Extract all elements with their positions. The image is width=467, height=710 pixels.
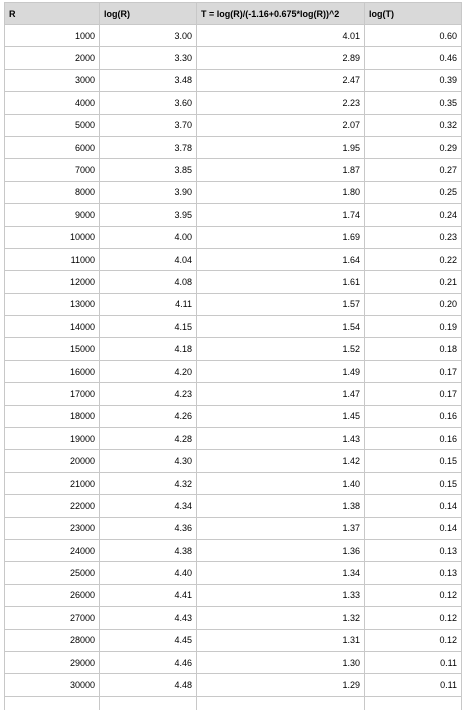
cell-t[interactable]: 1.87 — [197, 159, 365, 181]
cell-r[interactable]: 16000 — [5, 360, 100, 382]
table-row — [5, 450, 462, 472]
cell-log-t[interactable]: 0.32 — [365, 114, 462, 136]
table-row — [5, 136, 462, 158]
column-header-r[interactable]: R — [5, 3, 100, 25]
cell-log-t[interactable]: 0.19 — [365, 316, 462, 338]
table-body — [5, 25, 462, 710]
cell-r[interactable]: 21000 — [5, 472, 100, 494]
cell-log-r[interactable]: 3.60 — [100, 92, 197, 114]
table-row — [5, 517, 462, 539]
cell-log-t[interactable]: 0.14 — [365, 517, 462, 539]
cell-log-t[interactable]: 0.12 — [365, 629, 462, 651]
cell-t[interactable]: 1.57 — [197, 293, 365, 315]
cell-log-r[interactable]: 3.30 — [100, 47, 197, 69]
column-header-t[interactable]: T = log(R)/(-1.16+0.675*log(R))^2 — [197, 3, 365, 25]
cell-log-r[interactable]: 4.11 — [100, 293, 197, 315]
cell-r[interactable]: 22000 — [5, 495, 100, 517]
table-row — [5, 181, 462, 203]
table-row — [5, 629, 462, 651]
cell-t[interactable]: 1.54 — [197, 316, 365, 338]
cell-log-t[interactable]: 0.25 — [365, 181, 462, 203]
cell-log-t[interactable]: 0.12 — [365, 607, 462, 629]
cell-t[interactable]: 1.31 — [197, 629, 365, 651]
cell-t[interactable]: 1.38 — [197, 495, 365, 517]
cell-t[interactable]: 1.37 — [197, 517, 365, 539]
cell-log-r[interactable]: 3.70 — [100, 114, 197, 136]
cell-log-r[interactable]: 4.34 — [100, 495, 197, 517]
cell-log-t[interactable]: 0.22 — [365, 248, 462, 270]
table-row — [5, 428, 462, 450]
cell-r[interactable]: 15000 — [5, 338, 100, 360]
cell-r[interactable]: 10000 — [5, 226, 100, 248]
cell-r[interactable]: 5000 — [5, 114, 100, 136]
cell-r[interactable]: 6000 — [5, 136, 100, 158]
cell-log-t[interactable]: 0.29 — [365, 136, 462, 158]
cell-t[interactable]: 1.32 — [197, 607, 365, 629]
empty-cell[interactable] — [5, 696, 100, 710]
table-row — [5, 114, 462, 136]
cell-r[interactable]: 30000 — [5, 674, 100, 696]
header-row — [5, 3, 462, 25]
table-row — [5, 204, 462, 226]
cell-log-t[interactable]: 0.13 — [365, 539, 462, 561]
cell-log-r[interactable]: 4.38 — [100, 539, 197, 561]
cell-r[interactable]: 1000 — [5, 25, 100, 47]
cell-r[interactable]: 18000 — [5, 405, 100, 427]
cell-log-r[interactable]: 3.00 — [100, 25, 197, 47]
cell-log-r[interactable]: 4.15 — [100, 316, 197, 338]
cell-log-r[interactable]: 4.20 — [100, 360, 197, 382]
table-row — [5, 25, 462, 47]
cell-log-t[interactable]: 0.12 — [365, 584, 462, 606]
table-row — [5, 360, 462, 382]
table-row — [5, 92, 462, 114]
cell-log-r[interactable]: 4.00 — [100, 226, 197, 248]
table-row — [5, 674, 462, 696]
cell-log-r[interactable]: 3.85 — [100, 159, 197, 181]
table-row — [5, 338, 462, 360]
cell-r[interactable]: 12000 — [5, 271, 100, 293]
empty-row — [5, 696, 462, 710]
cell-t[interactable]: 2.07 — [197, 114, 365, 136]
spreadsheet-table — [4, 2, 462, 710]
empty-cell[interactable] — [365, 696, 462, 710]
cell-r[interactable]: 8000 — [5, 181, 100, 203]
cell-log-t[interactable]: 0.14 — [365, 495, 462, 517]
table-row — [5, 248, 462, 270]
cell-t[interactable]: 2.47 — [197, 69, 365, 91]
cell-log-t[interactable]: 0.21 — [365, 271, 462, 293]
cell-r[interactable]: 25000 — [5, 562, 100, 584]
empty-cell[interactable] — [197, 696, 365, 710]
cell-log-r[interactable]: 3.90 — [100, 181, 197, 203]
cell-t[interactable]: 1.74 — [197, 204, 365, 226]
cell-log-r[interactable]: 4.36 — [100, 517, 197, 539]
cell-t[interactable]: 1.95 — [197, 136, 365, 158]
cell-log-t[interactable]: 0.13 — [365, 562, 462, 584]
table-row — [5, 69, 462, 91]
column-header-log-t[interactable]: log(T) — [365, 3, 462, 25]
cell-log-t[interactable]: 0.11 — [365, 674, 462, 696]
cell-t[interactable]: 1.80 — [197, 181, 365, 203]
cell-log-r[interactable]: 3.95 — [100, 204, 197, 226]
cell-t[interactable]: 1.33 — [197, 584, 365, 606]
table-row — [5, 584, 462, 606]
cell-t[interactable]: 2.89 — [197, 47, 365, 69]
cell-r[interactable]: 4000 — [5, 92, 100, 114]
cell-log-t[interactable]: 0.17 — [365, 360, 462, 382]
cell-r[interactable]: 7000 — [5, 159, 100, 181]
cell-r[interactable]: 3000 — [5, 69, 100, 91]
cell-log-t[interactable]: 0.24 — [365, 204, 462, 226]
cell-r[interactable]: 19000 — [5, 428, 100, 450]
empty-cell[interactable] — [100, 696, 197, 710]
table-row — [5, 651, 462, 673]
cell-r[interactable]: 2000 — [5, 47, 100, 69]
cell-log-r[interactable]: 4.23 — [100, 383, 197, 405]
cell-r[interactable]: 26000 — [5, 584, 100, 606]
table-row — [5, 271, 462, 293]
cell-t[interactable]: 1.42 — [197, 450, 365, 472]
cell-r[interactable]: 13000 — [5, 293, 100, 315]
cell-log-r[interactable]: 4.40 — [100, 562, 197, 584]
cell-log-t[interactable]: 0.35 — [365, 92, 462, 114]
cell-log-t[interactable]: 0.16 — [365, 428, 462, 450]
cell-r[interactable]: 17000 — [5, 383, 100, 405]
cell-log-t[interactable]: 0.18 — [365, 338, 462, 360]
cell-r[interactable]: 29000 — [5, 651, 100, 673]
cell-r[interactable]: 24000 — [5, 539, 100, 561]
cell-log-r[interactable]: 4.43 — [100, 607, 197, 629]
cell-log-r[interactable]: 4.30 — [100, 450, 197, 472]
table-row — [5, 472, 462, 494]
table-row — [5, 383, 462, 405]
cell-log-r[interactable]: 4.28 — [100, 428, 197, 450]
cell-log-t[interactable]: 0.15 — [365, 472, 462, 494]
cell-r[interactable]: 27000 — [5, 607, 100, 629]
cell-r[interactable]: 23000 — [5, 517, 100, 539]
cell-log-r[interactable]: 4.18 — [100, 338, 197, 360]
cell-r[interactable]: 28000 — [5, 629, 100, 651]
cell-log-r[interactable]: 4.46 — [100, 651, 197, 673]
table-row — [5, 562, 462, 584]
cell-log-t[interactable]: 0.20 — [365, 293, 462, 315]
cell-t[interactable]: 1.34 — [197, 562, 365, 584]
cell-t[interactable]: 2.23 — [197, 92, 365, 114]
cell-log-t[interactable]: 0.60 — [365, 25, 462, 47]
table-row — [5, 293, 462, 315]
cell-t[interactable]: 1.45 — [197, 405, 365, 427]
cell-log-t[interactable]: 0.39 — [365, 69, 462, 91]
cell-t[interactable]: 1.36 — [197, 539, 365, 561]
cell-log-r[interactable]: 4.32 — [100, 472, 197, 494]
cell-r[interactable]: 14000 — [5, 316, 100, 338]
table-row — [5, 405, 462, 427]
table-row — [5, 607, 462, 629]
column-header-log-r[interactable]: log(R) — [100, 3, 197, 25]
table-row — [5, 316, 462, 338]
cell-t[interactable]: 1.47 — [197, 383, 365, 405]
cell-log-r[interactable]: 4.41 — [100, 584, 197, 606]
cell-log-r[interactable]: 4.26 — [100, 405, 197, 427]
cell-t[interactable]: 1.40 — [197, 472, 365, 494]
cell-log-t[interactable]: 0.23 — [365, 226, 462, 248]
cell-log-r[interactable]: 3.78 — [100, 136, 197, 158]
cell-log-r[interactable]: 3.48 — [100, 69, 197, 91]
cell-log-t[interactable]: 0.17 — [365, 383, 462, 405]
table-row — [5, 159, 462, 181]
cell-log-r[interactable]: 4.48 — [100, 674, 197, 696]
cell-log-t[interactable]: 0.11 — [365, 651, 462, 673]
cell-log-r[interactable]: 4.45 — [100, 629, 197, 651]
cell-t[interactable]: 4.01 — [197, 25, 365, 47]
cell-t[interactable]: 1.49 — [197, 360, 365, 382]
cell-r[interactable]: 20000 — [5, 450, 100, 472]
cell-t[interactable]: 1.64 — [197, 248, 365, 270]
table-row — [5, 495, 462, 517]
cell-t[interactable]: 1.29 — [197, 674, 365, 696]
table-row — [5, 539, 462, 561]
cell-log-t[interactable]: 0.15 — [365, 450, 462, 472]
table-row — [5, 47, 462, 69]
cell-log-t[interactable]: 0.46 — [365, 47, 462, 69]
cell-log-t[interactable]: 0.16 — [365, 405, 462, 427]
cell-t[interactable]: 1.69 — [197, 226, 365, 248]
cell-r[interactable]: 9000 — [5, 204, 100, 226]
cell-t[interactable]: 1.43 — [197, 428, 365, 450]
cell-r[interactable]: 11000 — [5, 248, 100, 270]
cell-log-t[interactable]: 0.27 — [365, 159, 462, 181]
cell-log-r[interactable]: 4.08 — [100, 271, 197, 293]
cell-t[interactable]: 1.61 — [197, 271, 365, 293]
cell-t[interactable]: 1.30 — [197, 651, 365, 673]
cell-log-r[interactable]: 4.04 — [100, 248, 197, 270]
table-row — [5, 226, 462, 248]
cell-t[interactable]: 1.52 — [197, 338, 365, 360]
